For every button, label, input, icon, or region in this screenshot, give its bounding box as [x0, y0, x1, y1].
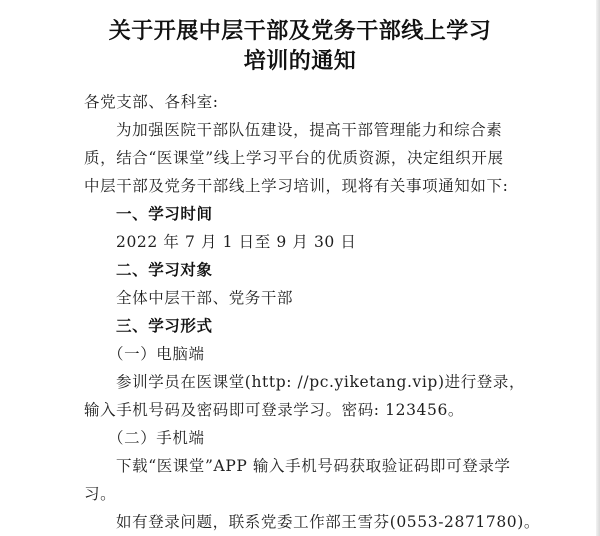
section-heading-format: 三、学习形式: [116, 317, 213, 335]
contact-line: 如有登录问题，联系党委工作部王雪芬(0553-2871780)。: [116, 513, 541, 531]
salutation: 各党支部、各科室:: [84, 93, 219, 111]
page-edge-shadow: [596, 0, 600, 536]
pc-instructions-line-1: 参训学员在医课堂(http: //pc.yiketang.vip)进行登录，: [116, 373, 526, 391]
intro-line-3: 中层干部及党务干部线上学习培训，现将有关事项通知如下:: [84, 177, 509, 195]
document-title-line-2: 培训的通知: [243, 49, 357, 74]
document-title-line-1: 关于开展中层干部及党务干部线上学习: [108, 19, 492, 44]
pc-instructions-line-2: 输入手机号码及密码即可登录学习。密码: 123456。: [84, 401, 465, 419]
mobile-instructions-line-2: 习。: [84, 485, 117, 503]
subheading-mobile: （二）手机端: [108, 429, 205, 447]
section-heading-audience: 二、学习对象: [116, 261, 213, 279]
section-body-audience: 全体中层干部、党务干部: [116, 289, 294, 307]
mobile-instructions-line-1: 下载“医课堂”APP 输入手机号码获取验证码即可登录学: [116, 457, 511, 475]
intro-line-1: 为加强医院干部队伍建设，提高干部管理能力和综合素: [116, 121, 503, 139]
section-heading-time: 一、学习时间: [116, 205, 213, 223]
section-body-time: 2022 年 7 月 1 日至 9 月 30 日: [116, 233, 357, 251]
subheading-pc: （一）电脑端: [108, 345, 205, 363]
intro-line-2: 质，结合“医课堂”线上学习平台的优质资源，决定组织开展: [84, 149, 504, 167]
